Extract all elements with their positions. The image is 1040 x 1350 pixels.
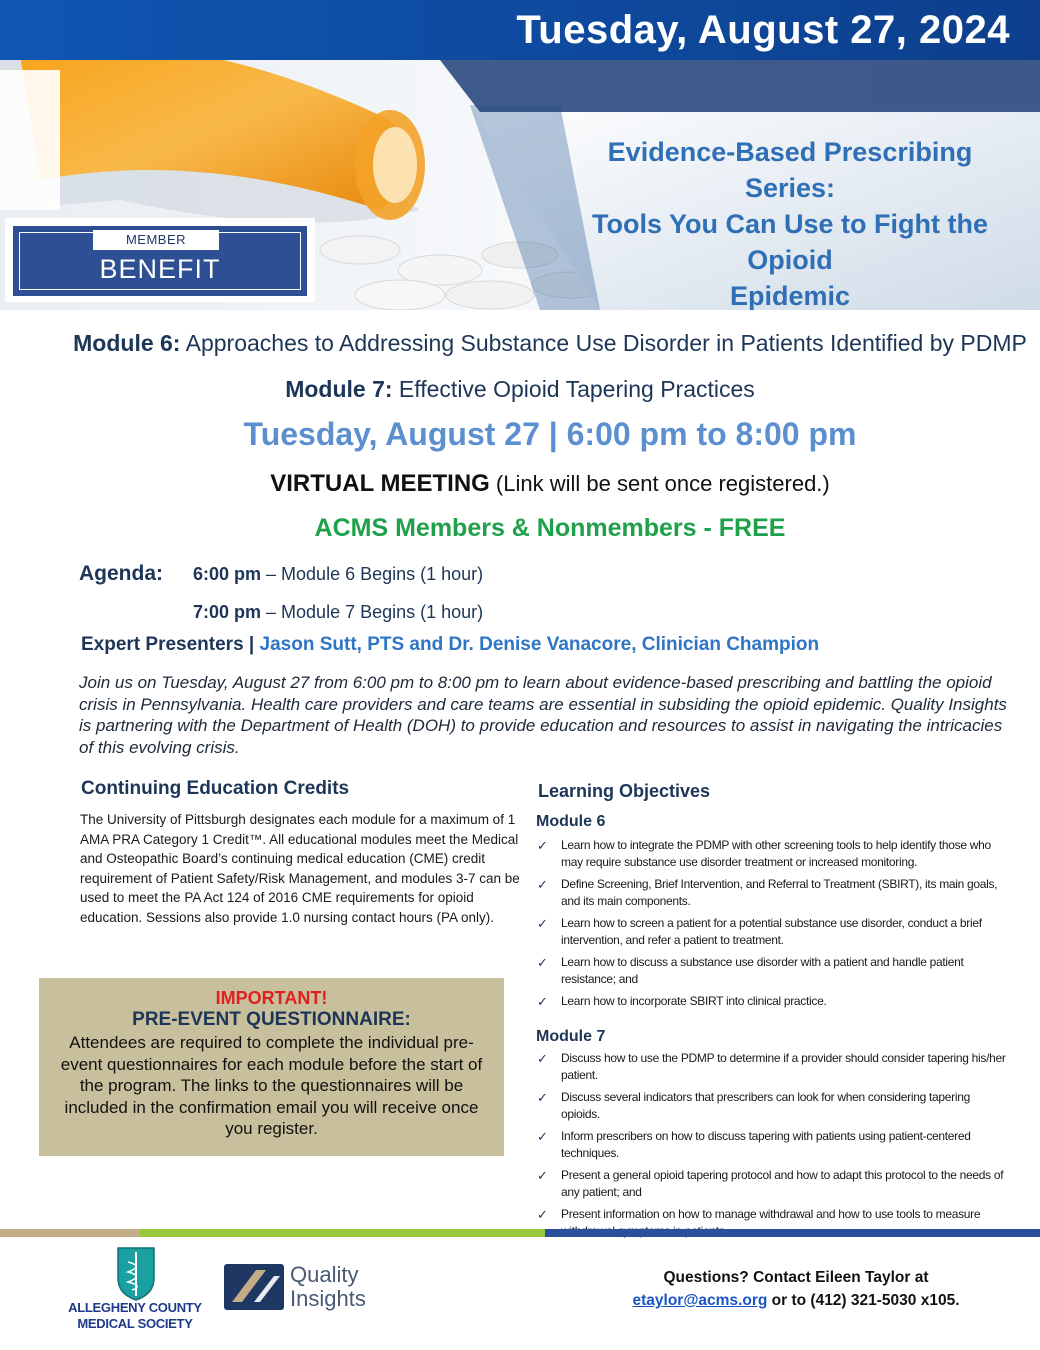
list-item: ✓ Present a general opioid tapering protocol and how to adapt this protocol to the needs of any patient; and [537,1168,1004,1199]
list-item: ✓ Discuss how to use the PDMP to determine if a provider should consider tapering his/her patient. [537,1051,1006,1082]
checkmark-icon: ✓ [537,1207,548,1222]
header-date: Tuesday, August 27, 2024 [516,8,1010,52]
agenda-label: Agenda: [79,562,163,585]
credits-heading: Continuing Education Credits [81,778,350,799]
event-date-time: Tuesday, August 27 | 6:00 pm to 8:00 pm [243,416,857,452]
checkmark-icon: ✓ [537,916,548,931]
agenda-item: 6:00 pm – Module 6 Begins (1 hour) [193,564,484,584]
list-item: ✓ Present information on how to manage withdrawal and how to use tools to measure [537,1207,981,1222]
checkmark-icon: ✓ [537,1168,548,1183]
series-title: Evidence-Based Prescribing Series: Tools You Can Use to Fight the Opioid Epidemic [592,137,988,310]
checkmark-icon: ✓ [537,994,548,1009]
module-7-heading: Module 7: Effective Opioid Tapering Practices [285,376,755,402]
list-item: ✓ Discuss several indicators that prescribers can look for when considering tapering opioids. [537,1090,970,1121]
checkmark-icon: ✓ [537,1129,548,1144]
important-notice [39,978,504,1156]
questionnaire-title: PRE-EVENT QUESTIONNAIRE: [132,1009,411,1030]
member-label: MEMBER [93,230,219,250]
acms-logo-text: ALLEGHENY COUNTY MEDICAL SOCIETY [68,1300,202,1331]
quality-insights-logo-icon [224,1264,284,1310]
list-item: ✓ Learn how to discuss a substance use disorder with a patient and handle patient resistance; and [537,955,964,986]
objectives-heading: Learning Objectives [538,781,711,801]
checkmark-icon: ✓ [537,838,548,853]
footer-divider [0,1229,1040,1237]
list-item: ✓ Learn how to incorporate SBIRT into clinical practice. [537,994,827,1009]
virtual-meeting-line: VIRTUAL MEETING (Link will be sent once registered.) [270,470,830,497]
list-item: ✓ Learn how to integrate the PDMP with other screening tools to help identify those who may require substance use disorder treatment or increased monitoring. [537,838,991,869]
intro-paragraph: Join us on Tuesday, August 27 from 6:00 pm to 8:00 pm to learn about evidence-based prescribing and battling the opioid crisis in Pennsylvania. Health care providers and care teams are essential in subsiding the opioid epidemic. Quality Insights is partnering with the Department of Health (DOH) to provide education and resources to assist in navigating the intricacies of this evolving crisis. [79,673,1007,757]
credits-body: The University of Pittsburgh designates each module for a maximum of 1 AMA PRA Category 1 Credit™. All educational modules meet the Medical and Osteopathic Board’s continuing medical education (CME) credit requirement of Patient Safety/Risk Management, and modules 3-7 can be used to meet the PA Act 124 of 2016 CME requirements for opioid education. Sessions also provide 1.0 nursing contact hours (PA only). [80,812,520,925]
checkmark-icon: ✓ [537,1051,548,1066]
list-item: ✓ Define Screening, Brief Intervention, and Referral to Treatment (SBIRT), its main goals, and its main components. [537,877,998,908]
module-7-objectives [537,1050,1011,1245]
quality-insights-logo-text: Quality Insights [290,1262,366,1311]
important-title: IMPORTANT! [215,988,328,1008]
module-6-heading: Module 6: Approaches to Addressing Substance Use Disorder in Patients Identified by PDMP [73,330,1027,356]
hero-banner [0,0,1040,310]
expert-presenters: Expert Presenters | Jason Sutt, PTS and Dr. Denise Vanacore, Clinician Champion [81,634,820,655]
questionnaire-body: Attendees are required to complete the individual pre-event questionnaires for each module before the start of the program. The links to the questionnaires will be included in the confirmation email you will receive once you register. [60,1033,483,1138]
contact-email-link[interactable]: etaylor@acms.org [632,1292,768,1309]
list-item: ✓ Learn how to screen a patient for a potential substance use disorder, conduct a brief intervention, and refer a patient to treatment. [537,916,982,947]
member-benefit-badge [5,218,315,302]
benefit-label: BENEFIT [99,254,221,284]
objectives-module-7-heading: Module 7 [536,1028,606,1045]
list-item: ✓ Inform prescribers on how to discuss tapering with patients using patient-centered techniques. [537,1129,971,1160]
agenda-item: 7:00 pm – Module 7 Begins (1 hour) [193,602,484,622]
objectives-module-6-heading: Module 6 [536,813,606,830]
free-admission: ACMS Members & Nonmembers - FREE [314,514,786,542]
module-6-objectives [537,837,1011,1015]
checkmark-icon: ✓ [537,955,548,970]
checkmark-icon: ✓ [537,1090,548,1105]
checkmark-icon: ✓ [537,877,548,892]
contact-info: Questions? Contact Eileen Taylor at etaylor@acms.org or to (412) 321-5030 x105. [632,1269,960,1309]
